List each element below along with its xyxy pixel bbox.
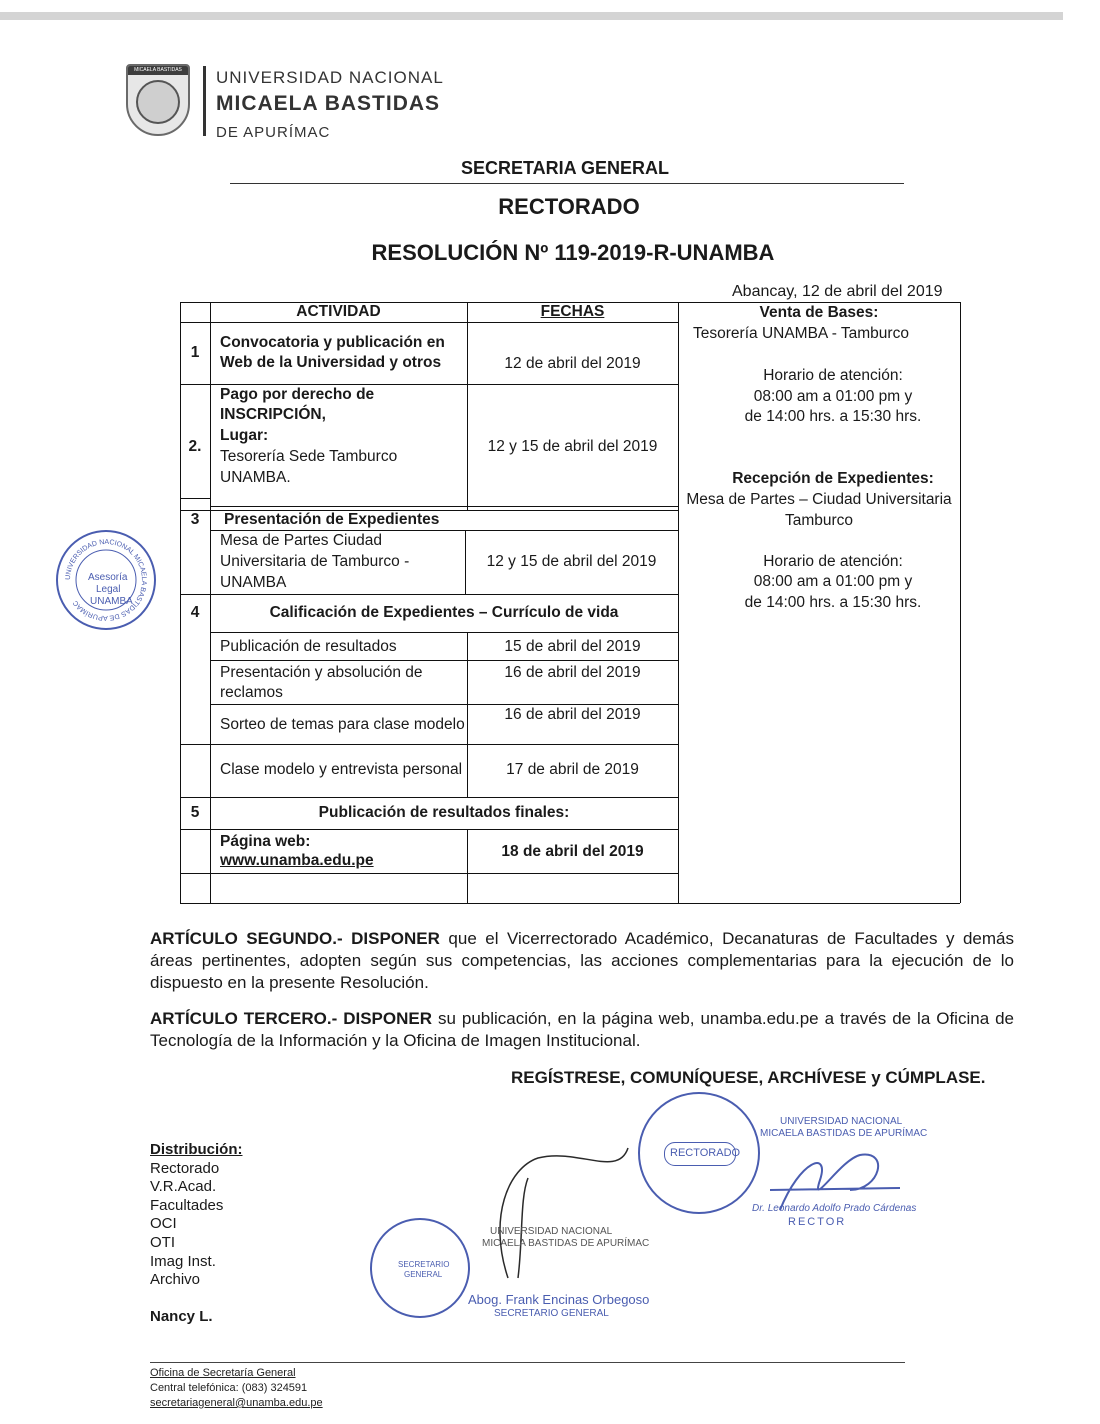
row-5-line1: Página web: [220,833,311,850]
row-3-line2: Universitaria de Tamburco - [220,553,410,570]
row-2-line1: Pago por derecho de [220,386,375,403]
secretario-univ-line1: UNIVERSIDAD NACIONAL [490,1226,613,1237]
secretario-signature [478,1138,638,1288]
side-hours-1-line2: de 14:00 hrs. a 15:30 hrs. [744,408,922,425]
university-name-line1: UNIVERSIDAD NACIONAL [216,68,444,87]
closing-formula: REGÍSTRESE, COMUNÍQUESE, ARCHÍVESE y CÚMPLASE. [511,1068,986,1087]
row-5-title: Publicación de resultados finales: [318,804,570,821]
side-hours-1-title: Horario de atención: [763,367,903,384]
asesoria-stamp-line2: Legal [96,584,121,595]
typist-initials: Nancy L. [150,1308,213,1325]
row-2-date: 12 y 15 de abril del 2019 [487,438,658,455]
row-4b-line1: Presentación y absolución de [220,664,423,681]
resolution-number: RESOLUCIÓN Nº 119-2019-R-UNAMBA [371,240,775,265]
row-4b-line2: reclamos [220,684,283,701]
asesoria-stamp-line3: UNAMBA [90,596,133,607]
university-name-line3: DE APURÍMAC [216,124,331,141]
secretario-stamp-line2: GENERAL [404,1270,443,1279]
crest-banner-text: MICAELA BASTIDAS [128,66,188,75]
distribucion-item: V.R.Acad. [150,1178,217,1195]
side-hours-2-title: Horario de atención: [763,553,903,570]
row-2-line2: INSCRIPCIÓN, [220,406,326,423]
secretario-stamp-line1: SECRETARIO [398,1260,450,1269]
row-4d-date: 17 de abril de 2019 [506,761,639,778]
footer-email[interactable]: secretariageneral@unamba.edu.pe [150,1397,323,1409]
row-1-date: 12 de abril del 2019 [504,355,641,372]
secretario-univ-line2: MICAELA BASTIDAS DE APURÍMAC [482,1238,650,1249]
side-recepcion-line2: Tamburco [784,512,854,529]
secretario-stamp [370,1218,470,1318]
articulo-tercero [150,1008,1014,1052]
distribucion-item: OTI [150,1234,175,1251]
row-3-number: 3 [190,511,200,528]
row-2-line3: Lugar: [220,427,269,444]
row-5-number: 5 [190,804,200,821]
footer-rule [150,1362,905,1363]
row-3-line3: UNAMBA [220,574,287,591]
column-header-actividad: ACTIVIDAD [296,303,381,320]
rector-name: Dr. Leonardo Adolfo Prado Cárdenas [752,1203,917,1214]
heading-rule [230,183,904,184]
distribucion-item: Rectorado [150,1160,220,1177]
distribucion-item: Imag Inst. [150,1253,216,1270]
secretaria-general-heading: SECRETARIA GENERAL [460,158,669,178]
row-1-number: 1 [190,344,200,361]
rectorado-stamp-center: RECTORADO [670,1147,741,1159]
rector-univ-line1: UNIVERSIDAD NACIONAL [780,1116,903,1127]
footer-phone: Central telefónica: (083) 324591 [150,1382,308,1394]
row-4a-activity: Publicación de resultados [220,638,397,655]
side-hours-2-line1: 08:00 am a 01:00 pm y [753,573,913,590]
asesoria-stamp-line1: Asesoría [88,572,128,583]
side-venta-place: Tesorería UNAMBA - Tamburco [693,325,909,342]
rector-univ-line2: MICAELA BASTIDAS DE APURÍMAC [760,1128,928,1139]
rectorado-heading: RECTORADO [498,194,640,219]
row-4a-date: 15 de abril del 2019 [504,638,641,655]
distribucion-title: Distribución: [150,1141,243,1158]
distribucion-item: OCI [150,1215,177,1232]
articulo-segundo [150,928,1014,994]
asesoria-legal-stamp [56,530,156,630]
row-4c-activity: Sorteo de temas para clase modelo [220,716,465,733]
university-name-line2: MICAELA BASTIDAS [216,92,441,115]
row-4c-date: 16 de abril del 2019 [504,706,641,723]
crest-emblem [136,80,180,124]
row-1-activity-line1: Convocatoria y publicación en [220,334,445,351]
row-4-title: Calificación de Expedientes – Currículo de vida [269,604,619,621]
header-divider [203,66,206,136]
row-5-website: www.unamba.edu.pe [220,852,374,869]
secretario-name: Abog. Frank Encinas Orbegoso [468,1292,650,1307]
articulo-segundo-text: que el Vicerrectorado Académico, Decanaturas de Facultades y demás áreas pertinentes, adopten según sus competencias, las acciones complementarias para la ejecución de lo dispuesto en la presente Resolución. [150,929,1014,992]
row-3-title: Presentación de Expedientes [224,511,440,528]
articulo-tercero-label: ARTÍCULO TERCERO.- DISPONER [150,1009,433,1028]
footer-office: Oficina de Secretaría General [150,1367,296,1379]
side-hours-2-line2: de 14:00 hrs. a 15:30 hrs. [744,594,922,611]
rector-title: RECTOR [788,1216,847,1228]
scan-top-bar [0,12,1063,20]
row-5-date: 18 de abril del 2019 [501,843,644,860]
row-3-line1: Mesa de Partes Ciudad [220,532,382,549]
side-recepcion-title: Recepción de Expedientes: [732,470,934,487]
row-4b-date: 16 de abril del 2019 [504,664,641,681]
university-crest-logo [126,64,190,136]
side-hours-1-line1: 08:00 am a 01:00 pm y [753,388,913,405]
distribucion-item: Facultades [150,1197,224,1214]
row-1-activity-line2: Web de la Universidad y otros [220,354,442,371]
column-header-fechas: FECHAS [540,303,605,320]
row-2-line5: UNAMBA. [220,469,291,486]
side-venta-title: Venta de Bases: [759,304,879,321]
place-date: Abancay, 12 de abril del 2019 [732,283,943,300]
row-4d-activity: Clase modelo y entrevista personal [220,761,463,778]
articulo-segundo-label: ARTÍCULO SEGUNDO.- DISPONER [150,929,440,948]
side-recepcion-line1: Mesa de Partes – Ciudad Universitaria [686,491,952,508]
secretario-title: SECRETARIO GENERAL [494,1308,609,1319]
row-4-number: 4 [190,604,200,621]
row-2-line4: Tesorería Sede Tamburco [220,448,398,465]
row-3-date: 12 y 15 de abril del 2019 [486,553,657,570]
distribucion-item: Archivo [150,1271,201,1288]
articulo-tercero-text: su publicación, en la página web, unamba.edu.pe a través de la Oficina de Tecnología de la Información y la Oficina de Imagen Institucional. [150,1009,1014,1050]
asesoria-stamp-ring-text: UNIVERSIDAD NACIONAL MICAELA BASTIDAS DE APURÍMAC [64,538,148,622]
row-2-number: 2. [188,438,202,455]
